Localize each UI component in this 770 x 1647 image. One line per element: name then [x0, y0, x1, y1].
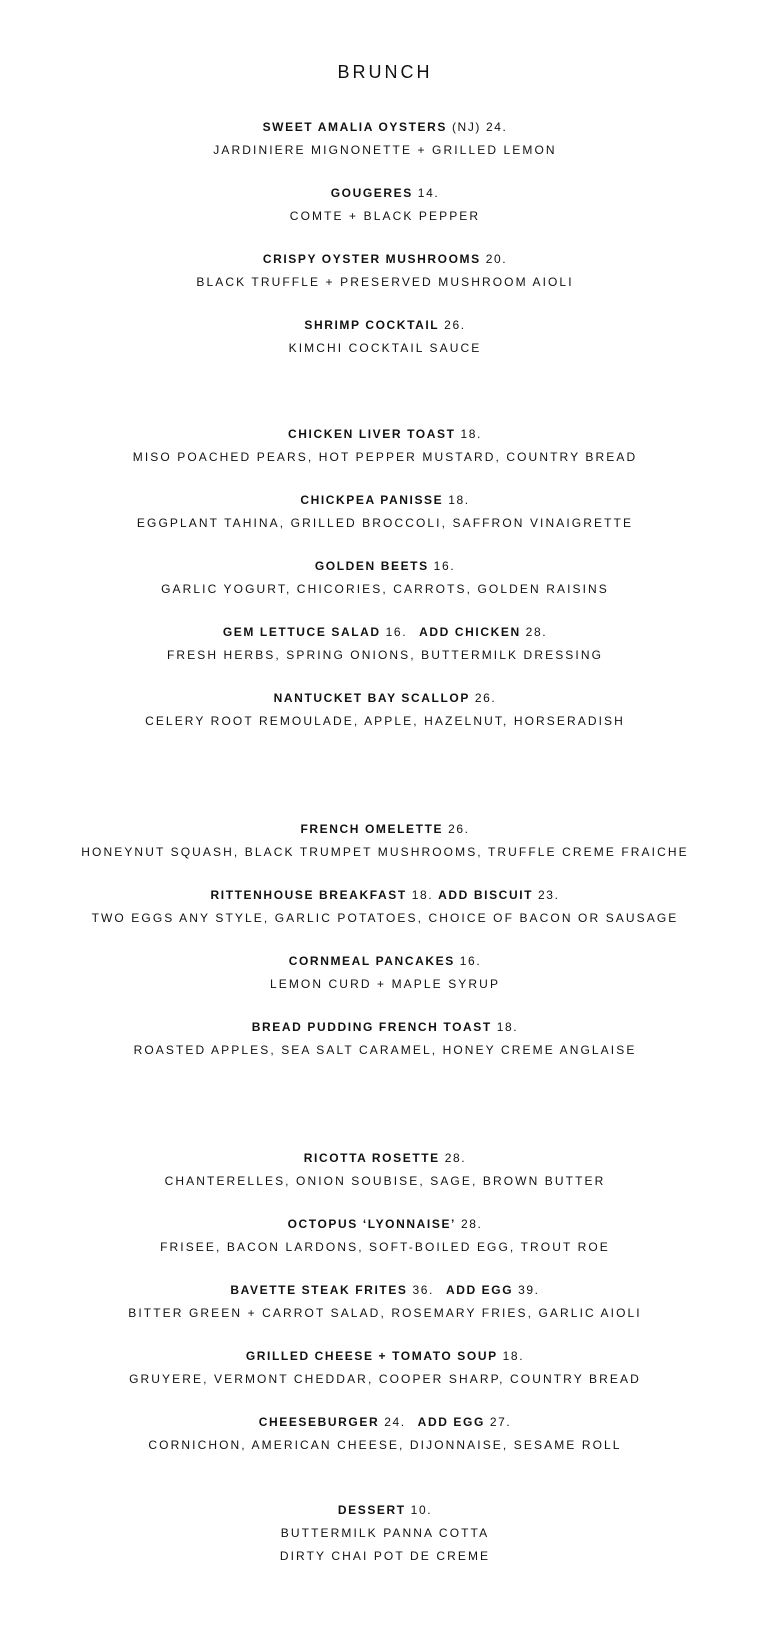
item-name: RICOTTA ROSETTE: [303, 1151, 440, 1165]
item-description: GARLIC YOGURT, CHICORIES, CARROTS, GOLDEN RAISINS: [161, 582, 609, 596]
item-price: (NJ) 24.: [451, 120, 508, 134]
item-price: 18.: [502, 1349, 525, 1363]
item-description: ROASTED APPLES, SEA SALT CARAMEL, HONEY CREME ANGLAISE: [133, 1043, 637, 1057]
menu-item: [0, 1151, 770, 1189]
dessert-item: DIRTY CHAI POT DE CREME: [279, 1549, 491, 1563]
item-description: BITTER GREEN + CARROT SALAD, ROSEMARY FRIES, GARLIC AIOLI: [128, 1306, 642, 1320]
item-price: 14.: [417, 186, 440, 200]
item-name: NANTUCKET BAY SCALLOP: [273, 691, 470, 705]
item-name: SWEET AMALIA OYSTERS: [262, 120, 448, 134]
item-price: 26.: [448, 822, 470, 836]
item-name: GOLDEN BEETS: [314, 559, 429, 573]
item-price: 28.: [444, 1151, 467, 1165]
item-addon-price: 27.: [489, 1415, 512, 1429]
item-name: FRENCH OMELETTE: [300, 822, 444, 836]
menu-item: [0, 888, 770, 926]
item-description: FRESH HERBS, SPRING ONIONS, BUTTERMILK DRESSING: [166, 648, 604, 662]
item-price: 26.: [474, 691, 497, 705]
item-addon-price: 39.: [518, 1283, 540, 1297]
item-description: LEMON CURD + MAPLE SYRUP: [269, 977, 501, 991]
item-name: BREAD PUDDING FRENCH TOAST: [251, 1020, 492, 1034]
menu-item: [0, 954, 770, 992]
item-description: CELERY ROOT REMOULADE, APPLE, HAZELNUT, HORSERADISH: [145, 714, 625, 728]
item-name: BAVETTE STEAK FRITES: [230, 1283, 408, 1297]
item-name: CHICKPEA PANISSE: [300, 493, 444, 507]
item-price: 18.: [496, 1020, 519, 1034]
menu-item: [0, 318, 770, 356]
item-price: 28.: [460, 1217, 483, 1231]
menu-item: [0, 120, 770, 158]
item-name: GOUGERES: [330, 186, 413, 200]
item-name: CHICKEN LIVER TOAST: [288, 427, 456, 441]
menu-item: [0, 625, 770, 663]
menu-item: [0, 1217, 770, 1255]
item-price: 24.: [384, 1415, 406, 1429]
item-name: OCTOPUS ‘LYONNAISE’: [287, 1217, 456, 1231]
menu-item: [0, 252, 770, 290]
item-price: 18.: [448, 493, 470, 507]
item-description: MISO POACHED PEARS, HOT PEPPER MUSTARD, COUNTRY BREAD: [132, 450, 638, 464]
menu-item: [0, 1415, 770, 1453]
menu-item: [0, 186, 770, 224]
item-name: RITTENHOUSE BREAKFAST: [210, 888, 407, 902]
item-name: CHEESEBURGER: [258, 1415, 380, 1429]
item-addon-name: ADD EGG: [445, 1283, 514, 1297]
item-price: 20.: [485, 252, 508, 266]
item-addon-name: ADD EGG: [417, 1415, 485, 1429]
item-addon-name: ADD BISCUIT: [438, 888, 534, 902]
item-price: 16.: [459, 954, 482, 968]
item-name: CORNMEAL PANCAKES: [288, 954, 455, 968]
item-description: EGGPLANT TAHINA, GRILLED BROCCOLI, SAFFRON VINAIGRETTE: [136, 516, 634, 530]
item-name: SHRIMP COCKTAIL: [304, 318, 440, 332]
item-description: COMTE + BLACK PEPPER: [289, 209, 481, 223]
item-name: GRILLED CHEESE + TOMATO SOUP: [245, 1349, 498, 1363]
item-price: 18.: [460, 427, 482, 441]
item-name: CRISPY OYSTER MUSHROOMS: [262, 252, 481, 266]
item-description: CHANTERELLES, ONION SOUBISE, SAGE, BROWN BUTTER: [164, 1174, 606, 1188]
item-description: BLACK TRUFFLE + PRESERVED MUSHROOM AIOLI: [196, 275, 574, 289]
item-description: FRISEE, BACON LARDONS, SOFT-BOILED EGG, TROUT ROE: [160, 1240, 610, 1254]
item-addon-price: 23.: [538, 888, 560, 902]
dessert-section: [0, 1503, 770, 1564]
item-name: GEM LETTUCE SALAD: [222, 625, 381, 639]
menu-item: [0, 1349, 770, 1387]
menu-title: BRUNCH: [337, 62, 433, 82]
item-description: JARDINIERE MIGNONETTE + GRILLED LEMON: [213, 143, 557, 157]
item-description: HONEYNUT SQUASH, BLACK TRUMPET MUSHROOMS, TRUFFLE CREME FRAICHE: [81, 845, 689, 859]
item-description: KIMCHI COCKTAIL SAUCE: [288, 341, 482, 355]
item-price: 16.: [433, 559, 456, 573]
dessert-item: BUTTERMILK PANNA COTTA: [280, 1526, 490, 1540]
menu-item: [0, 691, 770, 729]
item-description: CORNICHON, AMERICAN CHEESE, DIJONNAISE, SESAME ROLL: [148, 1438, 622, 1452]
item-price: 18.: [411, 888, 434, 902]
menu-item: [0, 1020, 770, 1058]
item-price: 26.: [444, 318, 466, 332]
menu-item: [0, 427, 770, 465]
item-price: 16.: [385, 625, 408, 639]
item-addon-price: 28.: [525, 625, 548, 639]
item-price: 36.: [412, 1283, 434, 1297]
menu-item: [0, 559, 770, 597]
menu-item: [0, 1283, 770, 1321]
item-description: TWO EGGS ANY STYLE, GARLIC POTATOES, CHOICE OF BACON OR SAUSAGE: [91, 911, 679, 925]
item-description: GRUYERE, VERMONT CHEDDAR, COOPER SHARP, COUNTRY BREAD: [129, 1372, 641, 1386]
item-addon-name: ADD CHICKEN: [419, 625, 521, 639]
dessert-price: 10.: [410, 1503, 433, 1517]
menu-item: [0, 493, 770, 531]
menu-item: [0, 822, 770, 860]
dessert-heading: DESSERT: [337, 1503, 406, 1517]
